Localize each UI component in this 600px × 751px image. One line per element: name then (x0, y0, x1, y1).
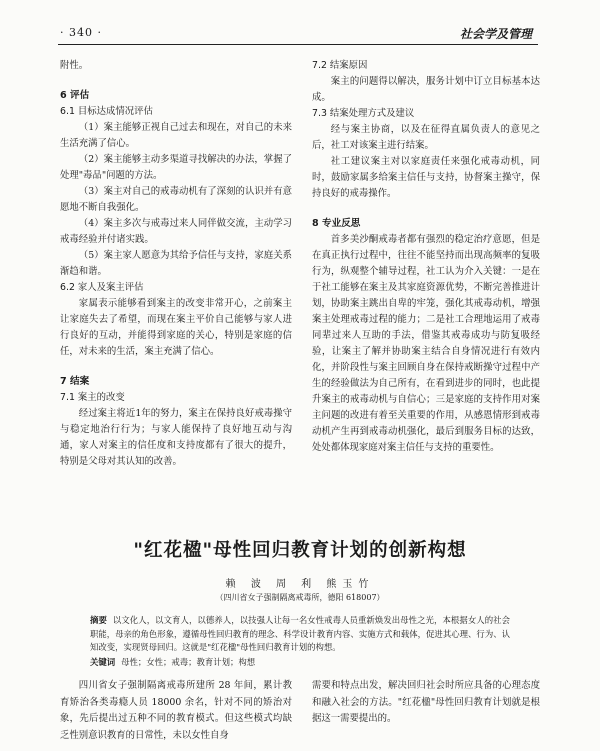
paragraph: 经与案主协商，以及在征得直属负责人的意见之后，社工对该案主进行结案。 (312, 124, 540, 151)
paragraph: 家属表示能够看到案主的改变非常开心，之前案主让家庭失去了希望，而现在案主平价自己能够与家人进行良好的互动，并能得到家庭的关心，特别是家庭的信任，对未来的生活，案主充满了信心。 (60, 298, 292, 357)
keywords-text: 母性；女性；戒毒；教育计划；构想 (121, 657, 256, 667)
lead-text: 附性。 (60, 60, 89, 71)
article-authors: 赖 波 周 利 熊玉竹 (225, 579, 375, 590)
article-body-left: 四川省女子强制隔离戒毒所建所 28 年间，累计教育矫治各类毒瘾人员 18000 余名，针对不同的矫治对象，先后提出过五种不同的教育模式。但这些模式均缺乏性别意识教育的日常性，未以女性自身 (60, 680, 292, 741)
list-item: （2）案主能够主动多渠道寻找解决的办法，掌握了处理"毒品"问题的方法。 (60, 154, 292, 181)
list-item: （4）案主多次与戒毒过来人同伴做交流，主动学习戒毒经验并付诸实践。 (60, 218, 292, 245)
subsection-heading: 6.1 目标达成情况评估 (60, 106, 153, 117)
paragraph: 案主的问题得以解决，服务计划中订立目标基本达成。 (312, 76, 540, 103)
paragraph: 经过案主将近1年的努力，案主在保持良好戒毒操守与稳定地治行行为；与家人能保持了良好地互动与沟通，家人对案主的信任度和支持度都有了很大的提升，特别是父母对其认知的改善。 (60, 408, 292, 467)
header-rule (58, 44, 538, 45)
paragraph: 社工建议案主对以家庭责任来强化戒毒动机，同时，鼓励家属多给案主信任与支持，协督案主操守，保持良好的戒毒操作。 (312, 156, 540, 199)
left-column (60, 58, 292, 470)
right-column (312, 58, 540, 456)
abstract-text: 以文化人，以文育人，以德养人，以技强人让每一名女性戒毒人员重新焕发出母性之光，本根据女人的社会职能，母亲的角色形象，遵循母性回归教育的理念、科学设计教育内容、实施方式和载体，促进其心理、行为、认知改变，实现贤母回归。这就是"红花楹"母性回归教育计划的构想。 (90, 615, 511, 652)
subsection-heading: 6.2 家人及案主评估 (60, 282, 144, 293)
paragraph: 首多美沙酮戒毒者都有强烈的稳定治疗意愿，但是在真正执行过程中，往往不能坚持而出现高频率的复吸行为，纵观整个辅导过程，社工认为介入关键：一是在于社工能够在案主及其家庭资源优势，不断完善推进计划，协助案主跳出自卑的牢笼，强化其戒毒动机，增强案主处理戒毒过程的能力；二是社工合理地运用了戒毒同辈过来人互助的手法，借鉴其戒毒成功与防复吸经验，让案主了解并协助案主结合自身情况进行有效内化，并阶段性与案主回顾自身在保持戒断操守过程中产生的经验做法为自己所有，在看到进步的同时，也此提升案主的戒毒动机与自信心；三是家庭的支持作用对案主问题的改进有着至关重要的作用，从感恩情形到戒毒动机产生再到戒毒动机强化，最后到服务目标的达致，处处都体现家庭对案主信任与支持的重要性。 (312, 234, 540, 453)
subsection-heading: 7.2 结案原因 (312, 60, 368, 71)
page-number: · 340 · (60, 26, 102, 39)
abstract (90, 614, 510, 655)
abstract-label: 摘要 (90, 615, 107, 625)
list-item: （3）案主对自己的戒毒动机有了深刻的认识并有意愿地不断自我强化。 (60, 186, 292, 213)
subsection-heading: 7.1 案主的改变 (60, 392, 125, 403)
keywords (90, 656, 510, 669)
subsection-heading: 7.3 结案处理方式及建议 (312, 108, 415, 119)
journal-section-title: 社会学及管理 (459, 27, 532, 41)
article-affiliation: （四川省女子强制隔离戒毒所，德阳 618007） (215, 593, 385, 602)
section-heading: 8 专业反思 (312, 218, 361, 229)
list-item: （5）案主家人愿意为其给予信任与支持，家庭关系渐趋和谐。 (60, 250, 292, 277)
list-item: （1）案主能够正视自己过去和现在，对自己的未来生活充满了信心。 (60, 122, 292, 149)
article-title: "红花楹"母性回归教育计划的创新构想 (133, 540, 467, 561)
section-heading: 7 结案 (60, 376, 90, 387)
article-body-right: 需要和特点出发，解决回归社会时所应具备的心理态度和融入社会的方法。"红花楹"母性回归教育计划就是根据这一需要提出的。 (312, 680, 540, 724)
keywords-label: 关键词 (90, 657, 116, 667)
section-heading: 6 评估 (60, 90, 90, 101)
